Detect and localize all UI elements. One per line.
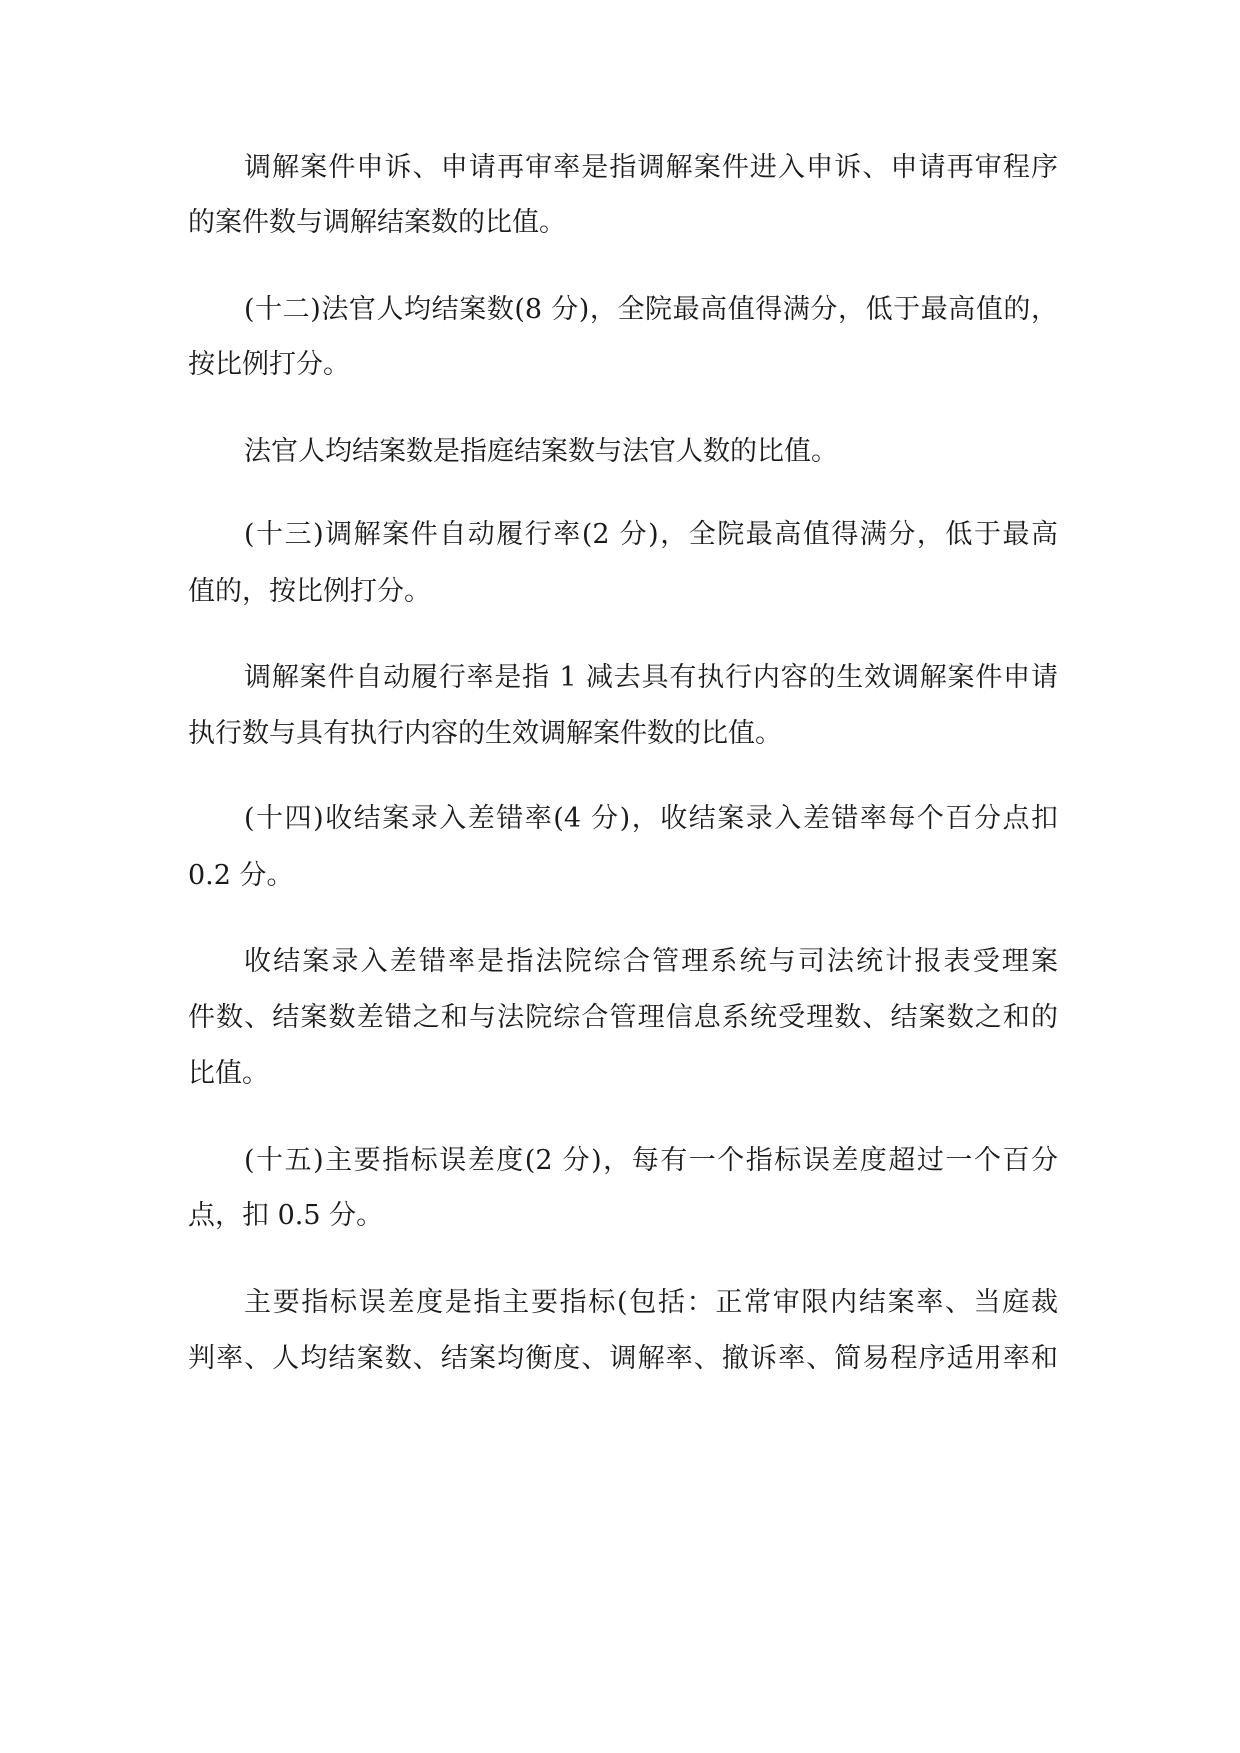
paragraph-line: 的案件数与调解结案数的比值。 — [188, 207, 566, 238]
paragraph-line: 值的，按比例打分。 — [188, 576, 431, 607]
paragraph-line: (十二)法官人均结案数(8 分)，全院最高值得满分，低于最高值的， — [244, 294, 1058, 325]
paragraph-line: (十三)调解案件自动履行率(2 分)，全院最高值得满分，低于最高 — [244, 519, 1058, 550]
paragraph-line: 调解案件自动履行率是指 1 减去具有执行内容的生效调解案件申请 — [244, 662, 1058, 693]
paragraph-line: 件数、结案数差错之和与法院综合管理信息系统受理数、结案数之和的 — [188, 1002, 1058, 1033]
paragraph-line: 调解案件申诉、申请再审率是指调解案件进入申诉、申请再审程序 — [244, 152, 1058, 183]
paragraph-line: 按比例打分。 — [188, 349, 350, 380]
paragraph-line: 执行数与具有执行内容的生效调解案件数的比值。 — [188, 718, 782, 749]
paragraph-line: 收结案录入差错率是指法院综合管理系统与司法统计报表受理案 — [244, 946, 1058, 977]
paragraph-line: 0.2 分。 — [188, 860, 294, 891]
paragraph-line: (十五)主要指标误差度(2 分)，每有一个指标误差度超过一个百分 — [244, 1145, 1058, 1176]
paragraph-line: 法官人均结案数是指庭结案数与法官人数的比值。 — [244, 436, 838, 467]
paragraph-line: (十四)收结案录入差错率(4 分)，收结案录入差错率每个百分点扣 — [244, 803, 1058, 834]
paragraph-line: 判率、人均结案数、结案均衡度、调解率、撤诉率、简易程序适用率和 — [188, 1343, 1058, 1374]
paragraph-line: 主要指标误差度是指主要指标(包括：正常审限内结案率、当庭裁 — [244, 1287, 1058, 1318]
paragraph-line: 比值。 — [188, 1058, 269, 1089]
paragraph-line: 点，扣 0.5 分。 — [188, 1200, 384, 1231]
